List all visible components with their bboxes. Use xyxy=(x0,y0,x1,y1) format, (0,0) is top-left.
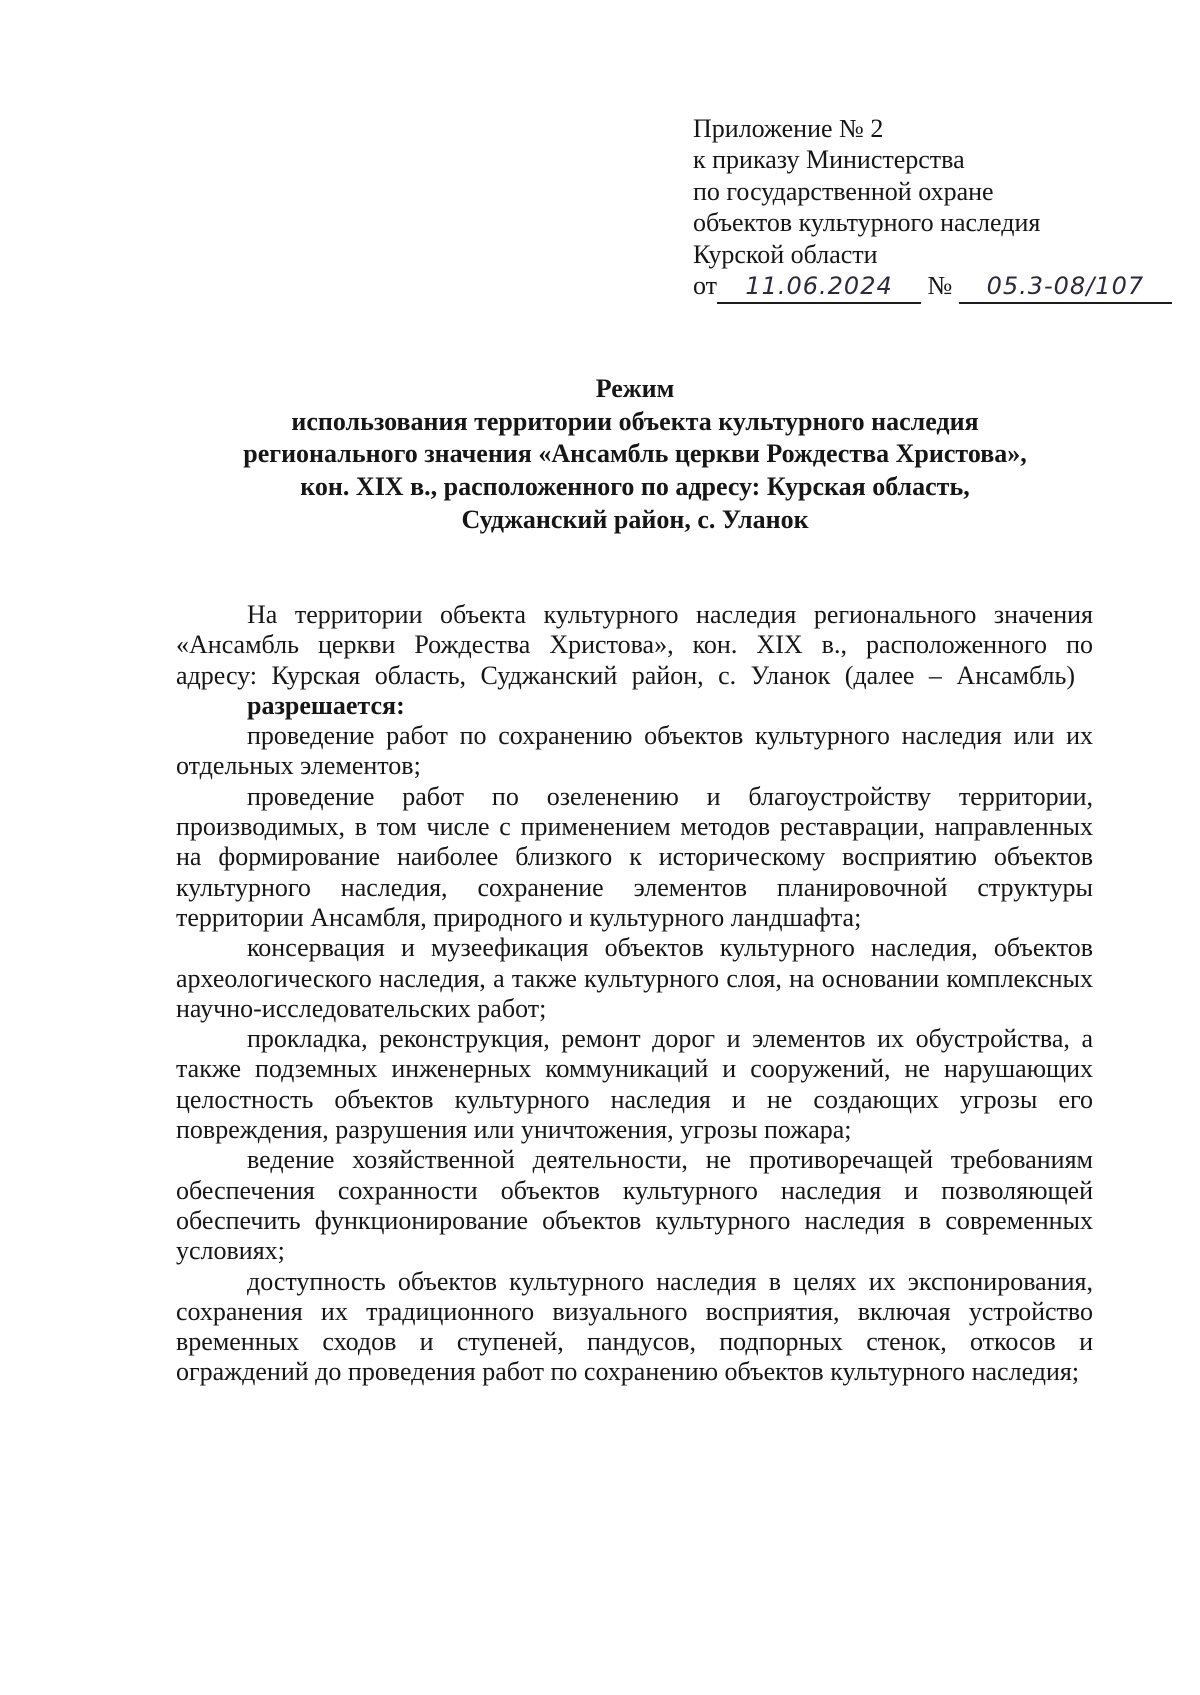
allowed-label: разрешается: xyxy=(247,690,405,720)
title-line: использования территории объекта культурного наследия xyxy=(291,406,979,436)
allowed-item: ведение хозяйственной деятельности, не противоречащей требованиям обеспечения сохранности объектов культурного наследия и позволяющей обеспечить функционирование объектов культурного наследия в современных условиях; xyxy=(176,1145,1093,1266)
approval-line: Курской области xyxy=(693,239,878,269)
document-body xyxy=(176,600,1093,1388)
title-line: кон. XIX в., расположенного по адресу: Курская область, xyxy=(300,472,970,502)
allowed-item: проведение работ по сохранению объектов культурного наследия или их отдельных элементов; xyxy=(176,721,1093,781)
approval-line: объектов культурного наследия xyxy=(693,208,1041,238)
approval-line: по государственной охране xyxy=(693,176,994,206)
approval-line: к приказу Министерства xyxy=(693,145,965,175)
number-prefix: № xyxy=(927,271,953,301)
handwritten-order-number: 05.3-08/107 xyxy=(959,271,1172,304)
title-line: Режим xyxy=(595,374,675,403)
allowed-item: консервация и музеефикация объектов культурного наследия, объектов археологического наследия, а также культурного слоя, на основании комплексных научно-исследовательских работ; xyxy=(176,933,1093,1023)
allowed-item: доступность объектов культурного наследия в целях их экспонирования, сохранения их традиционного визуального восприятия, включая устройство временных сходов и ступеней, пандусов, подпорных стенок, откосов и ограждений до проведения работ по сохранению объектов культурного наследия; xyxy=(176,1266,1093,1387)
title-line: регионального значения «Ансамбль церкви Рождества Христова», xyxy=(243,439,1027,469)
allowed-item: проведение работ по озеленению и благоустройству территории, производимых, в том числе с применением методов реставрации, направленных на формирование наиболее близкого к историческому восприятию объектов культурного наследия, сохранение элементов планировочной структуры территории Ансамбля, природного и культурного ландшафта; xyxy=(176,781,1093,932)
approval-line: Приложение № 2 xyxy=(693,114,884,143)
intro-paragraph: На территории объекта культурного наследия регионального значения «Ансамбль церкви Рождества Христова», кон. XIX в., расположенного по адресу: Курская область, Суджанский район, с. Уланок (далее – Ансамбль) xyxy=(176,600,1093,690)
approval-block xyxy=(693,113,1163,304)
allowed-item: прокладка, реконструкция, ремонт дорог и элементов их обустройства, а также подземных инженерных коммуникаций и сооружений, не нарушающих целостность объектов культурного наследия и не создающих угрозы его повреждения, разрушения или уничтожения, угрозы пожара; xyxy=(176,1024,1093,1145)
handwritten-order-date: 11.06.2024 xyxy=(717,271,921,304)
title-line: Суджанский район, с. Уланок xyxy=(461,504,809,534)
order-date-number-line xyxy=(693,270,1163,304)
date-prefix: от xyxy=(693,271,718,301)
document-title xyxy=(140,373,1130,537)
